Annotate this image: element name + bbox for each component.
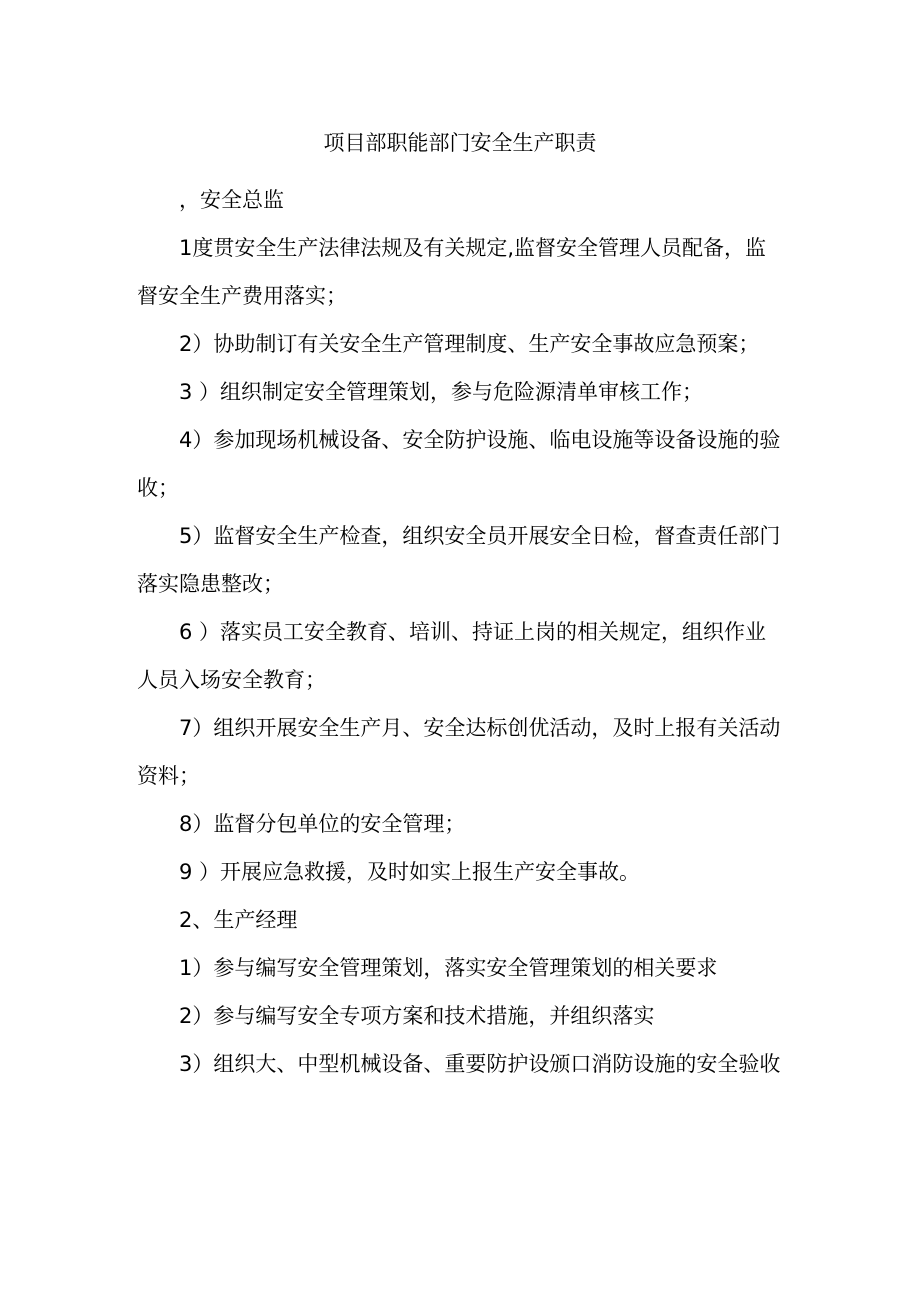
paragraph: 6 ）落实员工安全教育、培训、持证上岗的相关规定，组织作业人员入场安全教育； xyxy=(137,620,767,692)
paragraph: 4）参加现场机械设备、安全防护设施、临电设施等设备设施的验收； xyxy=(137,428,781,500)
paragraph: 2）协助制订有关安全生产管理制度、生产安全事故应急预案； xyxy=(179,332,760,356)
paragraph: 1）参与编写安全管理策划，落实安全管理策划的相关要求 xyxy=(179,956,718,980)
paragraph: 2）参与编写安全专项方案和技术措施，并组织落实 xyxy=(179,1004,655,1028)
paragraph: 8）监督分包单位的安全管理； xyxy=(179,812,466,836)
paragraph: 1度贯安全生产法律法规及有关规定,监督安全管理人员配备，监督安全生产费用落实； xyxy=(137,236,767,308)
paragraph: 3 ）组织制定安全管理策划，参与危险源清单审核工作； xyxy=(179,380,704,404)
document-body xyxy=(137,176,783,1088)
paragraph: 7）组织开展安全生产月、安全达标创优活动，及时上报有关活动资料； xyxy=(137,716,781,788)
document-title: 项目部职能部门安全生产职责 xyxy=(323,131,597,155)
section-heading-safety-director: ，安全总监 xyxy=(179,188,284,212)
paragraph: 9 ）开展应急救援，及时如实上报生产安全事故。 xyxy=(179,860,641,884)
paragraph: 3）组织大、中型机械设备、重要防护设颁口消防设施的安全验收 xyxy=(179,1052,781,1076)
section-heading-production-manager: 2、生产经理 xyxy=(179,908,298,932)
paragraph: 5）监督安全生产检查，组织安全员开展安全日检，督查责任部门落实隐患整改； xyxy=(137,524,781,596)
